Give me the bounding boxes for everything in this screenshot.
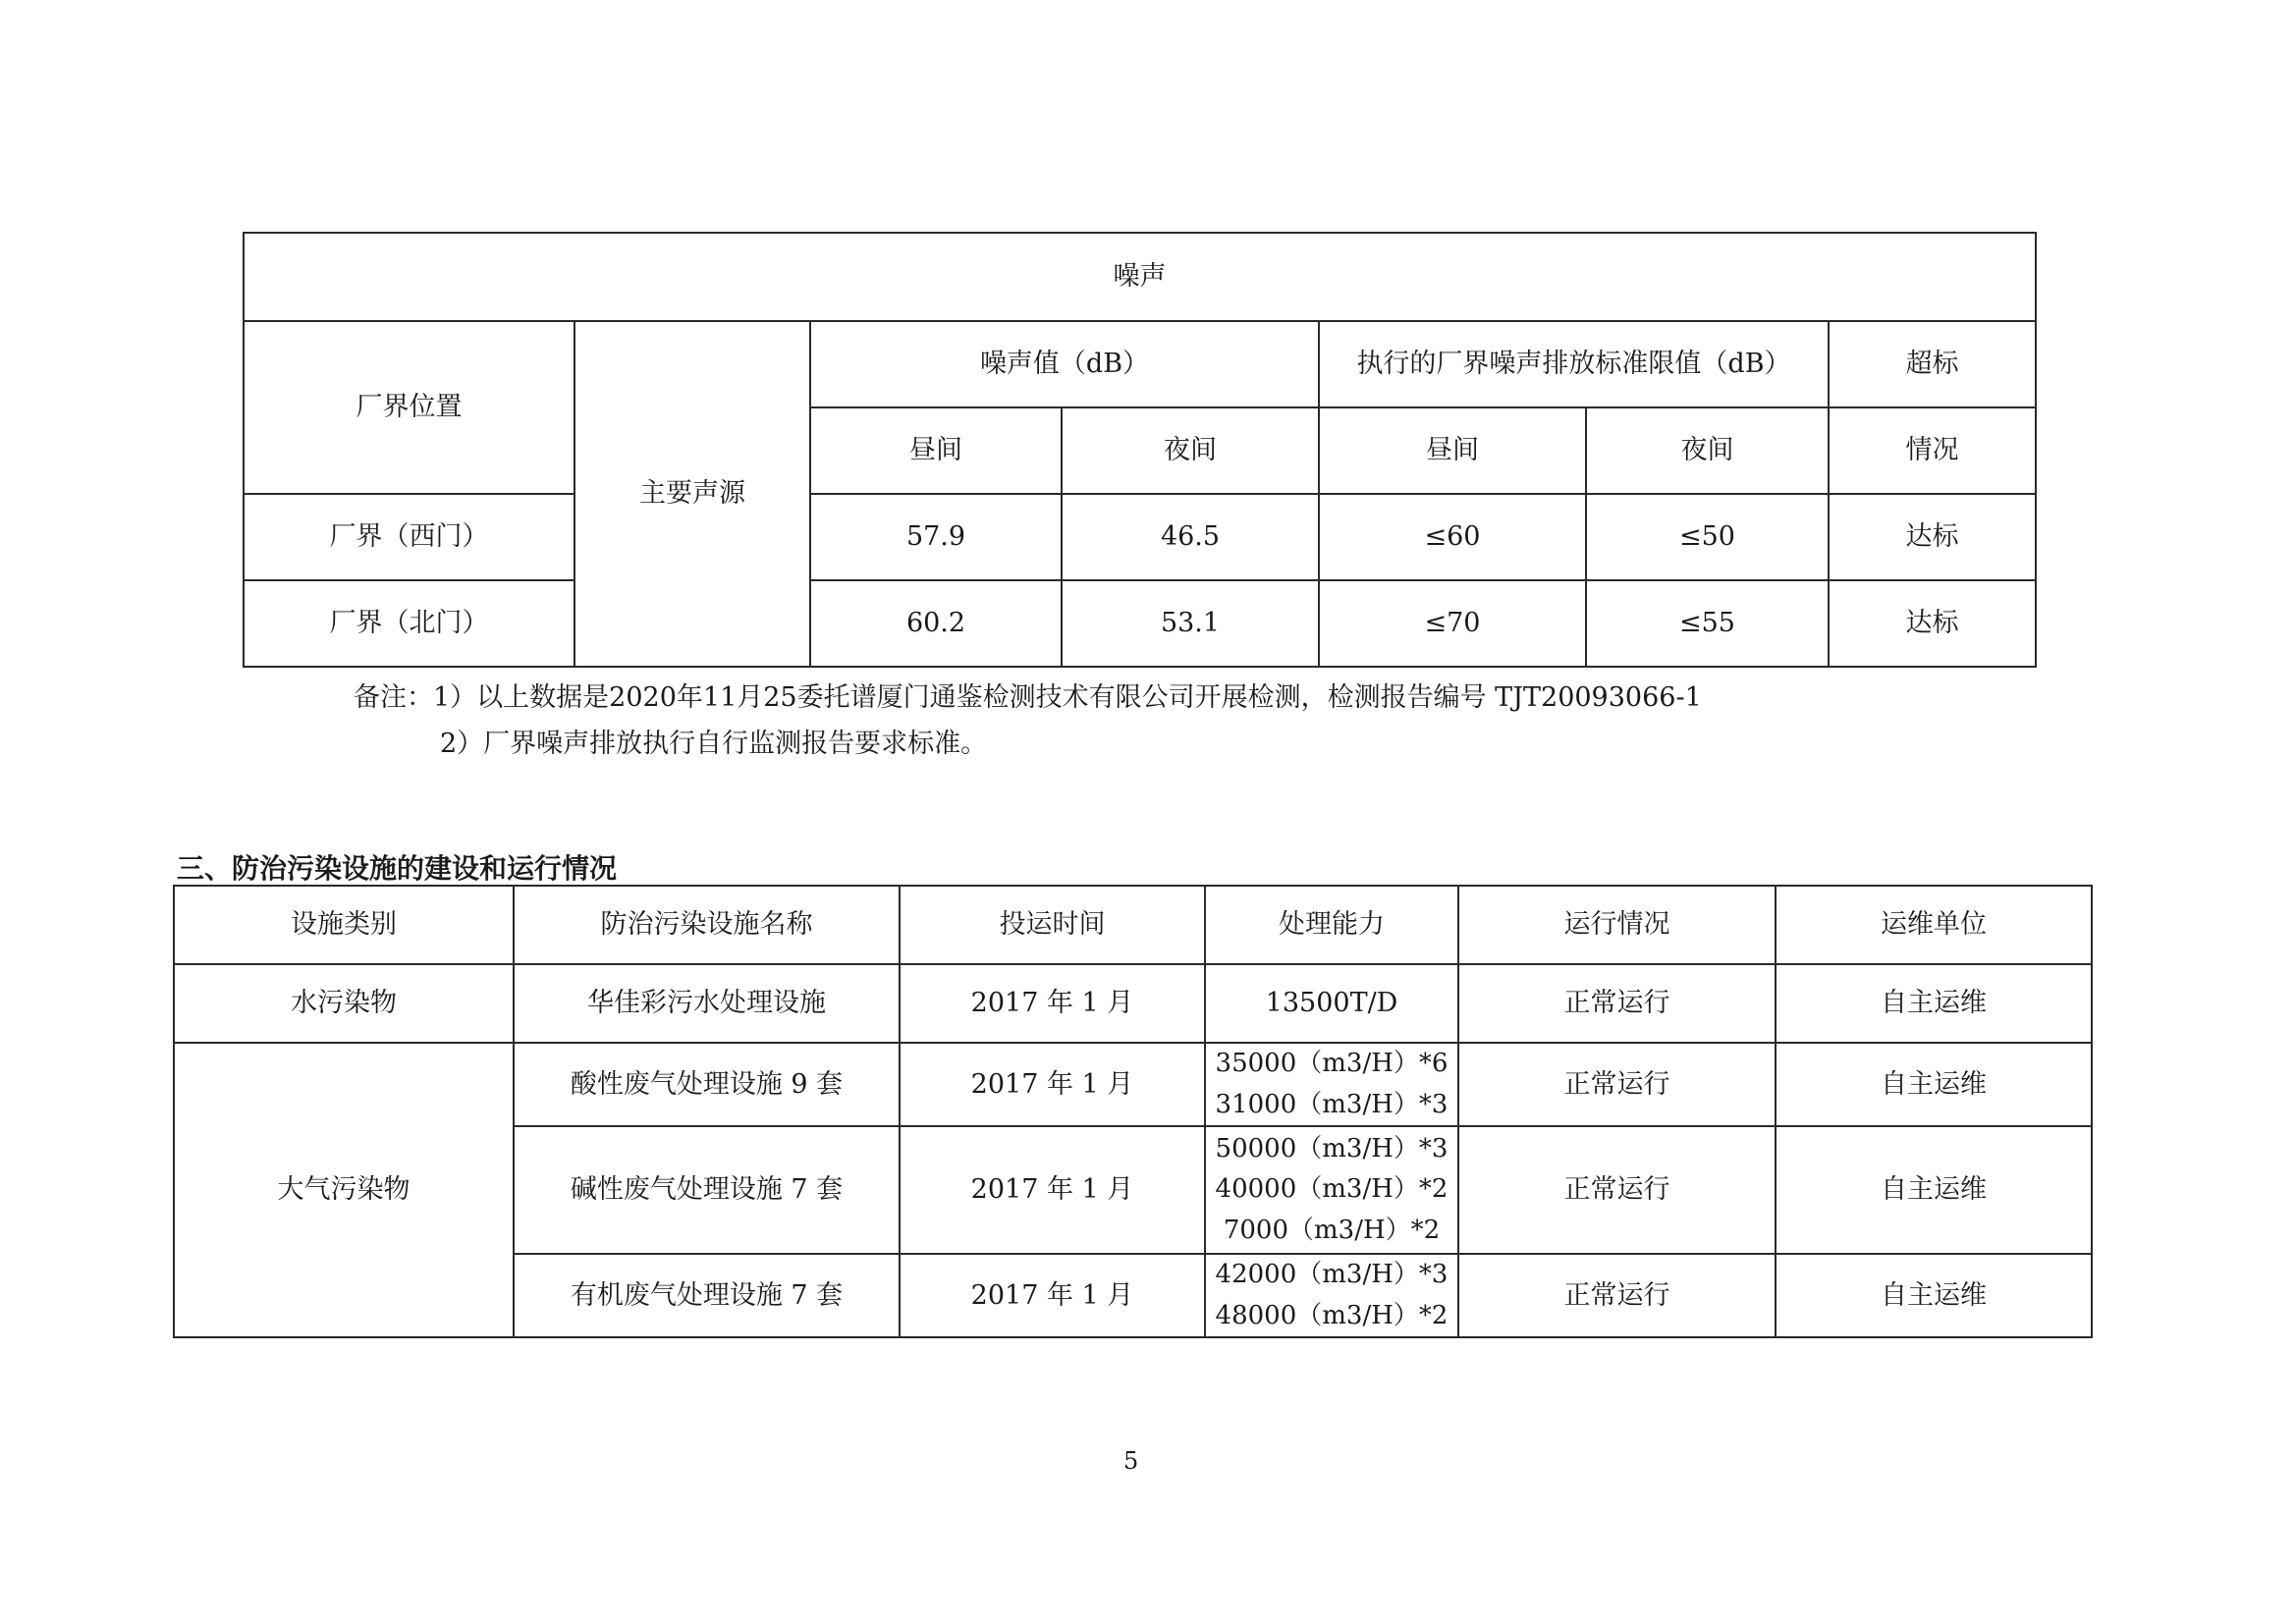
header-category: 设施类别 xyxy=(174,886,514,964)
capacity-cell xyxy=(1205,1043,1458,1126)
start-time-cell: 2017 年 1 月 xyxy=(900,1043,1205,1126)
table-row xyxy=(174,1043,2092,1126)
status-cell: 达标 xyxy=(1829,494,2036,580)
capacity-line: 48000（m3/H）*2 xyxy=(1215,1300,1449,1330)
maintainer-cell: 自主运维 xyxy=(1776,1254,2092,1337)
run-status-cell: 正常运行 xyxy=(1458,1043,1776,1126)
capacity-cell xyxy=(1205,1126,1458,1254)
facility-table xyxy=(173,885,2093,1338)
day-value-cell: 57.9 xyxy=(810,494,1062,580)
night-value-cell: 53.1 xyxy=(1062,580,1319,667)
capacity-line: 31000（m3/H）*3 xyxy=(1215,1089,1449,1119)
status-cell: 达标 xyxy=(1829,580,2036,667)
header-run-status: 运行情况 xyxy=(1458,886,1776,964)
sub-header-std-night: 夜间 xyxy=(1586,407,1829,494)
header-location: 厂界位置 xyxy=(244,321,574,494)
facility-name-cell: 华佳彩污水处理设施 xyxy=(514,964,900,1043)
sub-header-std-day: 昼间 xyxy=(1319,407,1586,494)
header-facility-name: 防治污染设施名称 xyxy=(514,886,900,964)
facility-name-cell: 有机废气处理设施 7 套 xyxy=(514,1254,900,1337)
std-day-cell: ≤70 xyxy=(1319,580,1586,667)
capacity-line: 35000（m3/H）*6 xyxy=(1215,1049,1449,1078)
header-exceed-line1: 超标 xyxy=(1829,321,2036,407)
table-row xyxy=(244,494,2036,580)
start-time-cell: 2017 年 1 月 xyxy=(900,1126,1205,1254)
capacity-cell: 13500T/D xyxy=(1205,964,1458,1043)
location-cell: 厂界（北门） xyxy=(244,580,574,667)
page-number: 5 xyxy=(1123,1447,1139,1475)
table-row xyxy=(244,580,2036,667)
day-value-cell: 60.2 xyxy=(810,580,1062,667)
capacity-line: 7000（m3/H）*2 xyxy=(1223,1215,1441,1245)
maintainer-cell: 自主运维 xyxy=(1776,1126,2092,1254)
header-main-source: 主要声源 xyxy=(574,321,810,667)
table-row xyxy=(174,964,2092,1043)
capacity-cell xyxy=(1205,1254,1458,1337)
std-night-cell: ≤50 xyxy=(1586,494,1829,580)
run-status-cell: 正常运行 xyxy=(1458,1126,1776,1254)
std-day-cell: ≤60 xyxy=(1319,494,1586,580)
header-capacity: 处理能力 xyxy=(1205,886,1458,964)
maintainer-cell: 自主运维 xyxy=(1776,964,2092,1043)
note-line-1: 备注：1）以上数据是2020年11月25委托谱厦门通鉴检测技术有限公司开展检测，检测报告编号 TJT20093066-1 xyxy=(354,682,1702,713)
capacity-line: 42000（m3/H）*3 xyxy=(1215,1260,1449,1290)
note-line-2: 2）厂界噪声排放执行自行监测报告要求标准。 xyxy=(440,729,988,759)
header-maintainer: 运维单位 xyxy=(1776,886,2092,964)
sub-header-night: 夜间 xyxy=(1062,407,1319,494)
header-noise-value: 噪声值（dB） xyxy=(810,321,1319,407)
capacity-line: 40000（m3/H）*2 xyxy=(1215,1174,1449,1205)
header-start-time: 投运时间 xyxy=(900,886,1205,964)
header-standard-limit: 执行的厂界噪声排放标准限值（dB） xyxy=(1319,321,1829,407)
std-night-cell: ≤55 xyxy=(1586,580,1829,667)
noise-table xyxy=(243,232,2037,668)
category-air: 大气污染物 xyxy=(174,1043,514,1337)
night-value-cell: 46.5 xyxy=(1062,494,1319,580)
start-time-cell: 2017 年 1 月 xyxy=(900,1254,1205,1337)
location-cell: 厂界（西门） xyxy=(244,494,574,580)
noise-table-title: 噪声 xyxy=(244,233,2036,321)
category-water: 水污染物 xyxy=(174,964,514,1043)
run-status-cell: 正常运行 xyxy=(1458,964,1776,1043)
maintainer-cell: 自主运维 xyxy=(1776,1043,2092,1126)
sub-header-day: 昼间 xyxy=(810,407,1062,494)
capacity-line: 50000（m3/H）*3 xyxy=(1215,1133,1449,1163)
facility-name-cell: 酸性废气处理设施 9 套 xyxy=(514,1043,900,1126)
section-title: 三、防治污染设施的建设和运行情况 xyxy=(177,852,618,885)
header-exceed-line2: 情况 xyxy=(1829,407,2036,494)
run-status-cell: 正常运行 xyxy=(1458,1254,1776,1337)
facility-name-cell: 碱性废气处理设施 7 套 xyxy=(514,1126,900,1254)
start-time-cell: 2017 年 1 月 xyxy=(900,964,1205,1043)
